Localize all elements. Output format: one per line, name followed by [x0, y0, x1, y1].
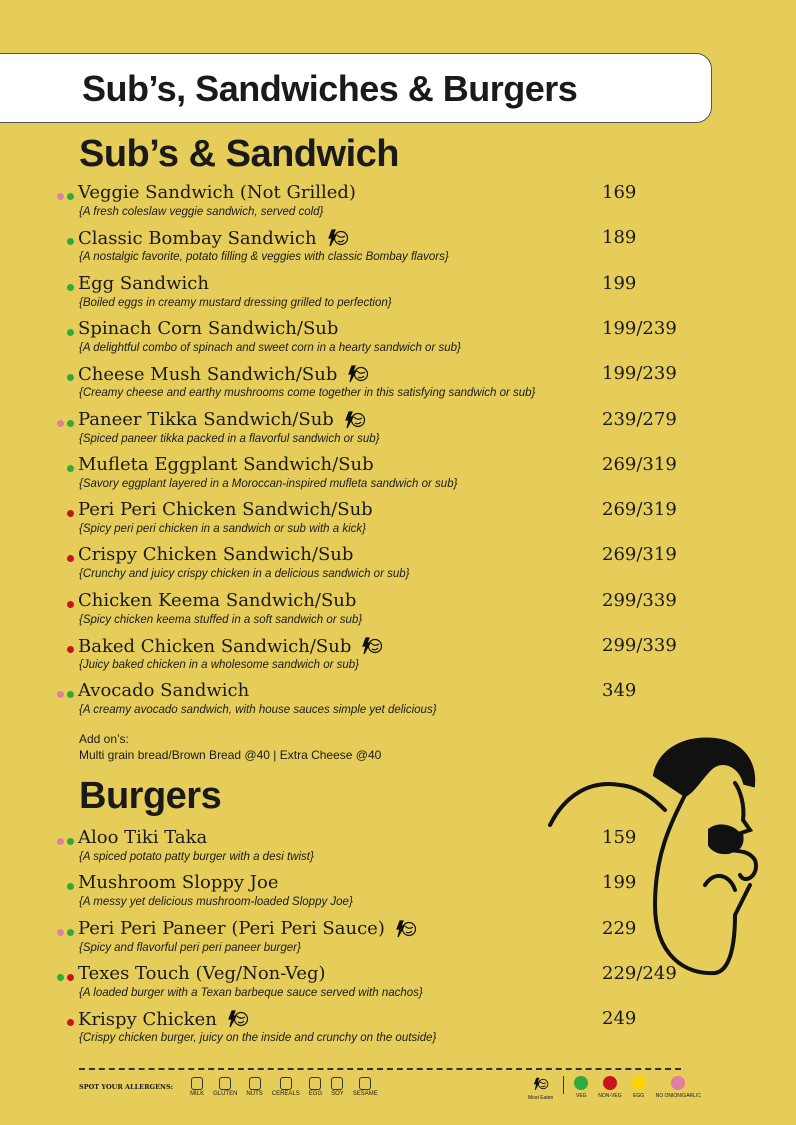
- item-description: {Spiced paneer tikka packed in a flavorful sandwich or sub}: [79, 432, 380, 445]
- item-price: 189: [602, 227, 637, 249]
- item-description: {A spiced potato patty burger with a desi twist}: [79, 851, 314, 863]
- legend-dot: [603, 1076, 617, 1090]
- menu-item: [0, 635, 796, 679]
- menu-item: [0, 273, 796, 317]
- item-description: {Juicy baked chicken in a wholesome sandwich or sub}: [79, 659, 359, 671]
- item-name-wrap: [78, 363, 369, 385]
- menu-item: [0, 499, 796, 543]
- menu-item: [0, 454, 796, 498]
- menu-item: [0, 544, 796, 588]
- allergen-milk: MILK: [190, 1077, 204, 1097]
- item-name: Krispy Chicken: [78, 1008, 217, 1030]
- item-price: 169: [602, 182, 637, 203]
- item-description: {A nostalgic favorite, potato filling & veggies with classic Bombay flavors}: [79, 251, 449, 264]
- nonveg-dot: [67, 974, 74, 981]
- item-price: 229/249: [602, 962, 677, 984]
- most-eaten-icon: [395, 918, 417, 940]
- item-description: {A delightful combo of spinach and sweet corn in a hearty sandwich or sub}: [79, 341, 461, 354]
- item-name: Peri Peri Paneer (Peri Peri Sauce): [78, 918, 385, 940]
- item-name: Spinach Corn Sandwich/Sub: [78, 317, 339, 339]
- item-name-wrap: [78, 499, 373, 520]
- allergen-sesame: SESAME: [353, 1077, 378, 1097]
- diet-dots: [67, 555, 74, 562]
- veg-dot: [67, 329, 74, 336]
- item-name: Crispy Chicken Sandwich/Sub: [78, 544, 354, 566]
- veg-dot: [67, 284, 74, 291]
- menu-item: [0, 680, 796, 724]
- legend-dot: [671, 1076, 685, 1090]
- item-price: 349: [602, 680, 637, 702]
- allergen-soy: SOY: [331, 1077, 344, 1097]
- most-eaten-icon: [227, 1008, 249, 1030]
- item-price: 239/279: [602, 408, 677, 430]
- item-price: 299/339: [602, 589, 677, 611]
- item-name: Chicken Keema Sandwich/Sub: [78, 589, 357, 611]
- veg-dot: [67, 883, 74, 890]
- diet-dots: [57, 929, 74, 936]
- section-heading-burgers: Burgers: [79, 775, 222, 817]
- item-name: Peri Peri Chicken Sandwich/Sub: [78, 499, 373, 521]
- allergen-list: [79, 1077, 378, 1097]
- diet-dots: [67, 329, 74, 336]
- item-price: 269/319: [602, 453, 677, 475]
- sesame-icon: [359, 1077, 371, 1090]
- menu-item: [0, 318, 796, 362]
- item-name-wrap: [78, 182, 356, 203]
- item-price: 269/319: [602, 544, 677, 566]
- legend-item: VEG: [574, 1076, 588, 1099]
- legend-dot: [574, 1076, 588, 1090]
- veg-dot: [67, 193, 74, 200]
- item-name-wrap: [78, 544, 353, 565]
- allergens-label: SPOT YOUR ALLERGENS:: [79, 1083, 174, 1091]
- item-name-wrap: [78, 918, 417, 940]
- item-name: Egg Sandwich: [78, 272, 209, 294]
- item-name-wrap: [78, 827, 207, 848]
- allergen-nuts: NUTS: [246, 1077, 262, 1097]
- item-name-wrap: [78, 227, 349, 249]
- diet-dots: [67, 883, 74, 890]
- item-description: {Boiled eggs in creamy mustard dressing grilled to perfection}: [79, 296, 392, 309]
- diet-dots: [67, 374, 74, 381]
- footer-divider: [79, 1068, 681, 1070]
- item-description: {Crispy chicken burger, juicy on the inside and crunchy on the outside}: [79, 1032, 437, 1045]
- nuts-icon: [249, 1077, 261, 1090]
- gluten-icon: [219, 1077, 231, 1090]
- item-name: Paneer Tikka Sandwich/Sub: [78, 409, 334, 430]
- page-title: Sub’s, Sandwiches & Burgers: [82, 68, 578, 109]
- item-name-wrap: [78, 409, 366, 431]
- legend: [528, 1076, 701, 1101]
- item-name-wrap: [78, 273, 209, 294]
- item-price: 269/319: [602, 499, 677, 521]
- thinking-man-illustration: [545, 735, 765, 980]
- veg-dot: [67, 374, 74, 381]
- item-description: {A creamy avocado sandwich, with house sauces simple yet delicious}: [79, 704, 437, 717]
- item-name: Classic Bombay Sandwich: [78, 227, 317, 249]
- menu-item: [0, 227, 796, 271]
- diet-dots: [67, 284, 74, 291]
- menu-item: [0, 1008, 796, 1052]
- most-eaten-icon: [533, 1076, 549, 1092]
- diet-dots: [57, 193, 74, 200]
- diet-dots: [57, 691, 74, 698]
- item-name: Veggie Sandwich (Not Grilled): [78, 182, 356, 203]
- item-description: {A fresh coleslaw veggie sandwich, served cold}: [79, 206, 324, 218]
- cereals-icon: [280, 1077, 292, 1090]
- item-description: {Crunchy and juicy crispy chicken in a delicious sandwich or sub}: [79, 568, 410, 581]
- nonveg-dot: [67, 601, 74, 608]
- egg-icon: [309, 1077, 321, 1090]
- item-name-wrap: [78, 1008, 249, 1030]
- noonion-dot: [57, 691, 64, 698]
- item-price: 299/339: [602, 635, 677, 656]
- diet-dots: [67, 646, 74, 653]
- diet-dots: [57, 838, 74, 845]
- item-price: 199: [602, 272, 637, 294]
- menu-item: [0, 409, 796, 453]
- legend-separator: [563, 1076, 564, 1094]
- noonion-dot: [57, 838, 64, 845]
- page-title-banner: [0, 53, 712, 123]
- allergen-cereals: CEREALS: [272, 1077, 300, 1097]
- item-description: {Spicy peri peri chicken in a sandwich or sub with a kick}: [79, 523, 367, 536]
- veg-dot: [57, 974, 64, 981]
- diet-dots: [57, 420, 74, 427]
- most-eaten-icon: [344, 409, 366, 431]
- item-name: Baked Chicken Sandwich/Sub: [78, 635, 352, 657]
- most-eaten-icon: [327, 227, 349, 249]
- item-description: {Savory eggplant layered in a Moroccan-inspired mufleta sandwich or sub}: [79, 477, 458, 490]
- legend-dot: [632, 1076, 646, 1090]
- item-name-wrap: [78, 454, 374, 475]
- item-name-wrap: [78, 590, 356, 611]
- item-price: 199: [602, 872, 637, 894]
- legend-item: EGG: [632, 1076, 646, 1099]
- item-name-wrap: [78, 963, 326, 984]
- item-price: 229: [602, 917, 637, 939]
- item-name-wrap: [78, 635, 383, 657]
- item-description: {A loaded burger with a Texan barbeque sauce served with nachos}: [79, 986, 423, 999]
- item-description: {Spicy and flavorful peri peri paneer burger}: [79, 941, 301, 954]
- most-eaten-icon: [361, 635, 383, 657]
- veg-dot: [67, 838, 74, 845]
- item-name-wrap: [78, 680, 249, 701]
- menu-item: [0, 182, 796, 226]
- item-name: Mushroom Sloppy Joe: [78, 872, 279, 894]
- noonion-dot: [57, 193, 64, 200]
- diet-dots: [67, 601, 74, 608]
- veg-dot: [67, 238, 74, 245]
- nonveg-dot: [67, 646, 74, 653]
- item-name-wrap: [78, 872, 279, 893]
- item-price: 199/239: [602, 363, 677, 385]
- item-name: Cheese Mush Sandwich/Sub: [78, 363, 338, 385]
- veg-dot: [67, 691, 74, 698]
- diet-dots: [67, 238, 74, 245]
- item-price: 159: [602, 827, 637, 848]
- legend-item: NON-VEG: [598, 1076, 621, 1099]
- nonveg-dot: [67, 1019, 74, 1026]
- veg-dot: [67, 929, 74, 936]
- noonion-dot: [57, 929, 64, 936]
- veg-dot: [67, 465, 74, 472]
- most-eaten-icon: [347, 363, 369, 385]
- item-description: {Creamy cheese and earthy mushrooms come together in this satisfying sandwich or sub}: [79, 387, 536, 400]
- soy-icon: [331, 1077, 343, 1090]
- item-name: Mufleta Eggplant Sandwich/Sub: [78, 453, 374, 475]
- allergen-gluten: GLUTEN: [213, 1077, 237, 1097]
- addons-text: Multi grain bread/Brown Bread @40 | Extra Cheese @40: [79, 748, 382, 762]
- item-description: {Spicy chicken keema stuffed in a soft sandwich or sub}: [79, 613, 363, 626]
- diet-dots: [67, 1019, 74, 1026]
- menu-item: [0, 590, 796, 634]
- menu-item: [0, 363, 796, 407]
- item-price: 249: [602, 1008, 637, 1030]
- legend-item: NO ONION/GARLIC: [656, 1076, 701, 1099]
- diet-dots: [67, 510, 74, 517]
- legend-item: Most Eaten: [528, 1076, 553, 1101]
- addons: [79, 731, 381, 763]
- section-heading-subs: Sub’s & Sandwich: [79, 133, 399, 175]
- noonion-dot: [57, 420, 64, 427]
- item-name: Texes Touch (Veg/Non-Veg): [78, 962, 326, 984]
- nonveg-dot: [67, 555, 74, 562]
- item-name: Aloo Tiki Taka: [78, 827, 208, 848]
- nonveg-dot: [67, 510, 74, 517]
- item-name: Avocado Sandwich: [78, 680, 250, 702]
- veg-dot: [67, 420, 74, 427]
- item-name-wrap: [78, 318, 338, 339]
- allergen-egg: EGG: [309, 1077, 322, 1097]
- item-description: {A messy yet delicious mushroom-loaded Sloppy Joe}: [79, 896, 353, 909]
- diet-dots: [67, 465, 74, 472]
- addons-title: Add on’s:: [79, 732, 129, 746]
- diet-dots: [57, 974, 74, 981]
- item-price: 199/239: [602, 317, 677, 339]
- milk-icon: [191, 1077, 203, 1090]
